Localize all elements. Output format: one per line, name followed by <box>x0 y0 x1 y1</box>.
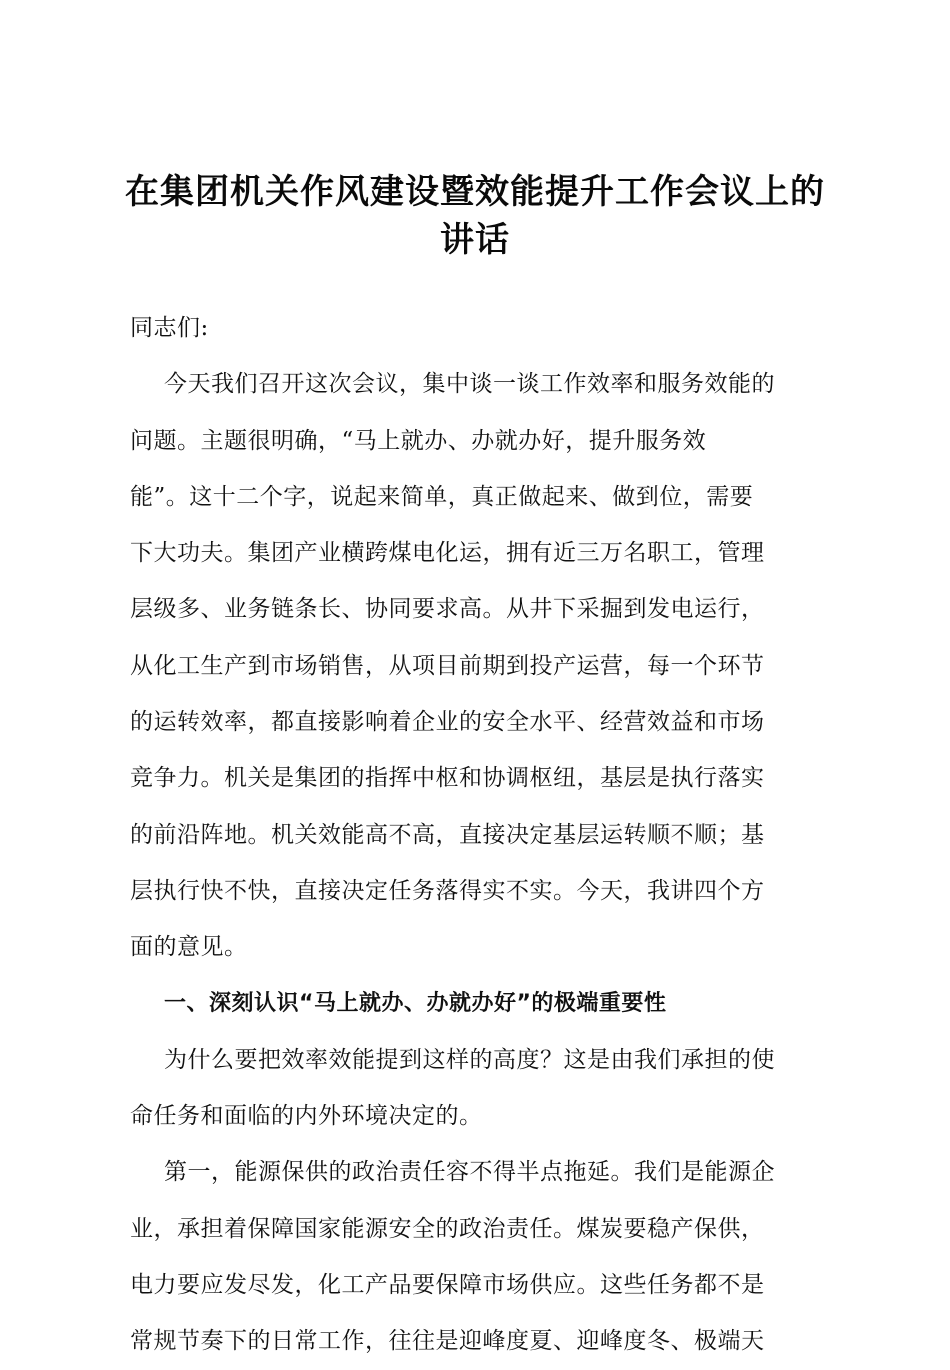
paragraph-line: 第一，能源保供的政治责任容不得半点拖延。我们是能源企 <box>164 1159 775 1186</box>
paragraph-line: 竞争力。机关是集团的指挥中枢和协调枢纽，基层是执行落实 <box>130 765 765 792</box>
title-line-2: 讲话 <box>440 220 510 260</box>
paragraph-line: 命任务和面临的内外环境决定的。 <box>130 1103 483 1130</box>
paragraph-line: 常规节奏下的日常工作，往往是迎峰度夏、迎峰度冬、极端天 <box>130 1328 765 1355</box>
paragraph-line: 问题。主题很明确，“马上就办、办就办好，提升服务效 <box>130 427 707 454</box>
paragraph-line: 为什么要把效率效能提到这样的高度？这是由我们承担的使 <box>164 1046 775 1073</box>
title-line-1: 在集团机关作风建设暨效能提升工作会议上的 <box>125 172 825 212</box>
paragraph-line: 层执行快不快，直接决定任务落得实不实。今天，我讲四个方 <box>130 877 765 904</box>
paragraph-line: 电力要应发尽发，化工产品要保障市场供应。这些任务都不是 <box>130 1272 765 1299</box>
paragraph-line: 能”。这十二个字，说起来简单，真正做起来、做到位，需要 <box>130 483 754 510</box>
paragraph-line: 下大功夫。集团产业横跨煤电化运，拥有近三万名职工，管理 <box>130 540 765 567</box>
paragraph-line: 面的意见。 <box>130 934 248 961</box>
paragraph-line: 的前沿阵地。机关效能高不高，直接决定基层运转顺不顺；基 <box>130 821 765 848</box>
section-heading: 一、深刻认识“马上就办、办就办好”的极端重要性 <box>164 990 667 1016</box>
paragraph-line: 的运转效率，都直接影响着企业的安全水平、经营效益和市场 <box>130 709 765 736</box>
paragraph-line: 业，承担着保障国家能源安全的政治责任。煤炭要稳产保供， <box>130 1215 765 1242</box>
paragraph-line: 层级多、业务链条长、协同要求高。从井下采掘到发电运行， <box>130 596 765 623</box>
paragraph-line: 从化工生产到市场销售，从项目前期到投产运营，每一个环节 <box>130 652 765 679</box>
document-body <box>130 300 830 1370</box>
document-title <box>100 168 850 264</box>
paragraph-line: 今天我们召开这次会议，集中谈一谈工作效率和服务效能的 <box>164 371 775 398</box>
salutation: 同志们: <box>130 315 209 341</box>
